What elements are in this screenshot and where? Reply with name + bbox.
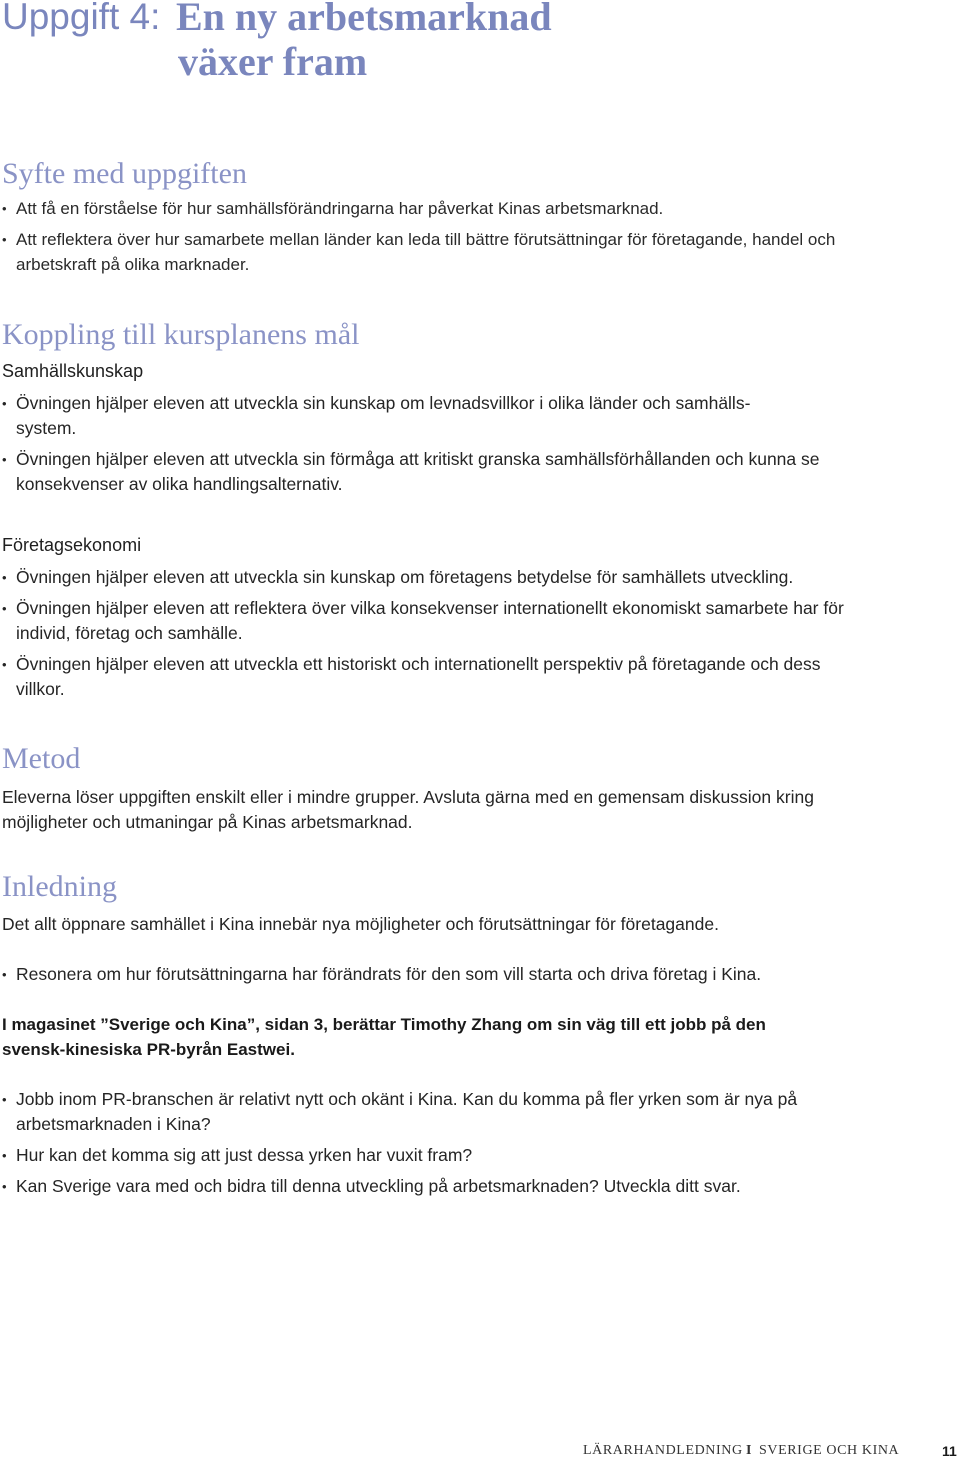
inledning-item-1: • Resonera om hur förutsättningarna har förändrats för den som vill starta och driva företag i Kina. xyxy=(0,962,900,987)
foretagsekonomi-item-2: • Övningen hjälper eleven att reflektera över vilka konsekvenser internationellt ekonomiskt samarbete har för individ, företag och samhälle. xyxy=(0,596,856,646)
samhallskunskap-list xyxy=(0,391,900,503)
inledning-list-1 xyxy=(0,962,900,993)
subheading-samhallskunskap: Samhällskunskap xyxy=(2,361,144,381)
inledning-text: Det allt öppnare samhället i Kina innebär nya möjligheter och förutsättningar för företagande. xyxy=(2,914,719,934)
magazine-reference: I magasinet ”Sverige och Kina”, sidan 3, berättar Timothy Zhang om sin väg till ett jobb på den svensk-kinesiska PR-byrån Eastwei. xyxy=(2,1015,766,1059)
syfte-item-1: • Att få en förståelse för hur samhällsförändringarna har påverkat Kinas arbetsmarknad. xyxy=(0,196,900,221)
syfte-item-2: • Att reflektera över hur samarbete mellan länder kan leda till bättre förutsättningar för företagande, handel och arbetskraft på olika marknader. xyxy=(0,227,836,277)
heading-inledning: Inledning xyxy=(2,870,117,903)
footer-magazine-label: SVERIGE OCH KINA xyxy=(759,1443,900,1458)
heading-metod: Metod xyxy=(2,742,81,775)
title-line-2: växer fram xyxy=(178,39,368,84)
heading-syfte: Syfte med uppgiften xyxy=(2,157,247,190)
foretagsekonomi-item-1: • Övningen hjälper eleven att utveckla sin kunskap om företagens betydelse för samhällets utveckling. xyxy=(0,565,900,590)
inledning-question-3: • Kan Sverige vara med och bidra till denna utveckling på arbetsmarknaden? Utveckla ditt svar. xyxy=(0,1174,900,1199)
inledning-list-2 xyxy=(0,1087,900,1205)
heading-koppling: Koppling till kursplanens mål xyxy=(2,318,360,351)
inledning-question-1: • Jobb inom PR-branschen är relativt nytt och okänt i Kina. Kan du komma på fler yrken som är nya på arbetsmarknaden i Kina? xyxy=(0,1087,856,1137)
page-title xyxy=(2,0,552,84)
syfte-list xyxy=(0,196,900,283)
subheading-foretagsekonomi: Företagsekonomi xyxy=(2,535,142,555)
footer-guide-label: LÄRARHANDLEDNING xyxy=(583,1443,743,1458)
metod-text: Eleverna löser uppgiften enskilt eller i mindre grupper. Avsluta gärna med en gemensam diskussion kring möjligheter och utmaningar på Kinas arbetsmarknad. xyxy=(2,787,814,832)
samhallskunskap-item-1: • Övningen hjälper eleven att utveckla sin kunskap om levnadsvillkor i olika länder och samhälls-system. xyxy=(0,391,806,441)
foretagsekonomi-list xyxy=(0,565,900,708)
page-number: 11 xyxy=(942,1443,957,1459)
footer-separator: I xyxy=(746,1443,753,1458)
samhallskunskap-item-2: • Övningen hjälper eleven att utveckla sin förmåga att kritiskt granska samhällsförhållanden och kunna se konsekvenser av olika handlingsalternativ. xyxy=(0,447,866,497)
title-line-1: En ny arbetsmarknad xyxy=(176,0,552,39)
inledning-question-2: • Hur kan det komma sig att just dessa yrken har vuxit fram? xyxy=(0,1143,900,1168)
foretagsekonomi-item-3: • Övningen hjälper eleven att utveckla ett historiskt och internationellt perspektiv på företagande och dess villkor. xyxy=(0,652,856,702)
title-prefix: Uppgift 4: xyxy=(2,0,161,37)
page-footer xyxy=(0,1443,960,1463)
